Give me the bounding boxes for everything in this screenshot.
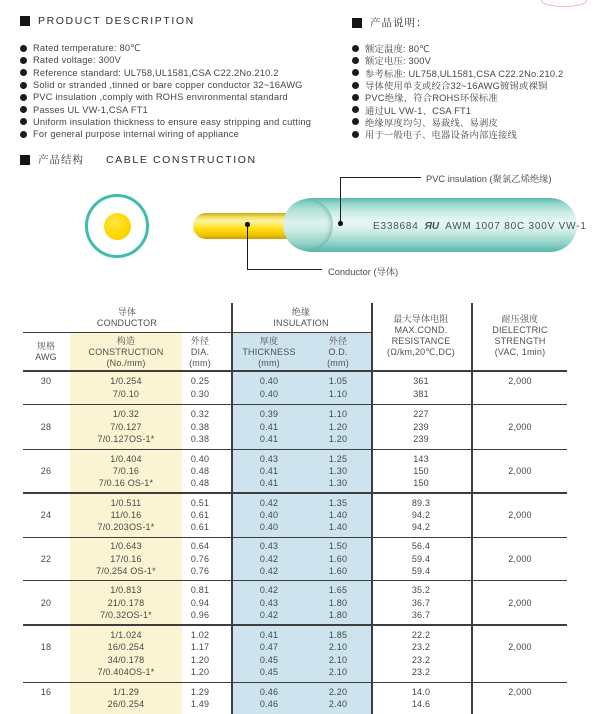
construction-header-unit: (No./mm) (106, 358, 146, 368)
table-row (23, 565, 567, 577)
resistance-value: 59.4 (411, 566, 431, 577)
od-value: 1.65 (328, 585, 348, 596)
bullet-text: 额定电压: 300V (365, 56, 432, 67)
dia-header (189, 336, 211, 369)
header-underline (23, 370, 567, 372)
thickness-value: 0.46 (259, 686, 279, 697)
cable-cross-section (85, 194, 149, 258)
product-description-list-zh (352, 42, 563, 140)
dia-header-unit: (mm) (189, 358, 211, 368)
bullet-text: 通过UL VW-1、CSA FT1 (365, 105, 472, 116)
awg-group-18 (23, 625, 567, 683)
bullet-icon (352, 118, 359, 125)
construction-value: 7/0.127 (110, 421, 142, 432)
dielectric-header-en1: DIELECTRIC (492, 325, 548, 335)
awg-group-20 (23, 581, 567, 626)
dia-value: 1.49 (190, 699, 210, 710)
description-item-zh (352, 91, 563, 103)
construction-value: 21/0.178 (107, 597, 145, 608)
awg-value: 20 (40, 597, 52, 608)
description-item-en (20, 79, 311, 91)
dia-value: 0.48 (190, 478, 210, 489)
od-value: 1.40 (328, 522, 348, 533)
od-value: 2.10 (328, 642, 348, 653)
thickness-value: 0.45 (259, 654, 279, 665)
bullet-icon (20, 69, 27, 76)
table-row (23, 597, 567, 609)
resistance-value: 36.7 (411, 597, 431, 608)
construction-value: 7/0.127OS-1* (97, 434, 155, 445)
od-value: 1.35 (328, 497, 348, 508)
construction-value: 1/0.643 (110, 541, 142, 552)
resistance-value: 150 (413, 466, 429, 477)
awg-header-zh: 规格 (36, 341, 56, 351)
bullet-text: Solid or stranded ,tinned or bare copper conductor 32~16AWG (33, 80, 303, 91)
dia-value: 0.96 (190, 609, 210, 620)
resistance-value: 23.2 (411, 642, 431, 653)
od-value: 1.80 (328, 597, 348, 608)
od-header (327, 336, 349, 369)
thickness-value: 0.43 (259, 453, 279, 464)
od-value: 1.60 (328, 553, 348, 564)
description-item-en (20, 103, 311, 115)
product-description-title-text: PRODUCT DESCRIPTION (38, 15, 195, 27)
description-item-zh (352, 128, 563, 140)
bullet-text: For general purpose internal wiring of appliance (33, 129, 239, 140)
table-row (23, 629, 567, 641)
resistance-value: 23.2 (411, 654, 431, 665)
dia-value: 1.29 (190, 686, 210, 697)
black-square-icon (352, 18, 362, 28)
od-value: 1.20 (328, 434, 348, 445)
thickness-value: 0.41 (259, 478, 279, 489)
description-item-en (20, 67, 311, 79)
table-row (23, 388, 567, 400)
cable-construction-title-en: CABLE CONSTRUCTION (106, 153, 257, 166)
dia-value: 0.51 (190, 497, 210, 508)
dia-value: 0.76 (190, 566, 210, 577)
construction-value: 16/0.254 (107, 642, 145, 653)
thickness-value: 0.47 (259, 642, 279, 653)
bullet-text: Rated voltage: 300V (33, 55, 122, 66)
table-row (23, 453, 567, 465)
resistance-value: 143 (413, 453, 429, 464)
od-header-zh: 外径 (328, 336, 348, 346)
table-row (23, 666, 567, 678)
leader-line (340, 177, 341, 223)
construction-value: 1/1.29 (112, 686, 140, 697)
awg-group-24 (23, 493, 567, 538)
construction-header (89, 336, 164, 369)
group-divider-line (23, 404, 567, 406)
bullet-text: 用于一般电子、电器设备内部连接线 (365, 130, 517, 141)
bullet-icon (352, 94, 359, 101)
description-item-en (20, 128, 311, 140)
awg-group-22 (23, 538, 567, 581)
resistance-header-unit: (Ω/km,20℃,DC) (387, 347, 455, 357)
dia-value: 0.25 (190, 376, 210, 387)
thickness-value: 0.40 (259, 376, 279, 387)
construction-value: 1/0.32 (112, 409, 140, 420)
dielectric-value: 2,000 (508, 466, 532, 477)
table-row (23, 509, 567, 521)
resistance-value: 94.2 (411, 510, 431, 521)
dielectric-header-unit: (VAC, 1min) (494, 347, 546, 357)
table-vertical-divider (471, 303, 473, 714)
bullet-icon (352, 57, 359, 64)
od-value: 2.40 (328, 699, 348, 710)
resistance-value: 239 (413, 434, 429, 445)
construction-value: 1/0.404 (110, 453, 142, 464)
conductor-label: Conductor (导体) (328, 267, 399, 277)
thickness-header-unit: (mm) (258, 358, 280, 368)
thickness-value: 0.41 (259, 434, 279, 445)
resistance-header-en2: RESISTANCE (391, 336, 451, 346)
table-row (23, 654, 567, 666)
dia-value: 0.61 (190, 510, 210, 521)
resistance-value: 150 (413, 478, 429, 489)
product-description-list-en (20, 42, 311, 140)
thickness-value: 0.43 (259, 597, 279, 608)
ul-recognized-mark-icon: ЯU (424, 221, 440, 232)
group-divider-line (23, 580, 567, 582)
product-description-title-zh (352, 15, 428, 30)
construction-value: 7/0.16 OS-1* (98, 478, 154, 489)
dielectric-value: 2,000 (508, 642, 532, 653)
bullet-icon (352, 45, 359, 52)
dielectric-value: 2,000 (508, 686, 532, 697)
insulation-header-en: INSULATION (273, 318, 329, 328)
dia-value: 0.48 (190, 466, 210, 477)
thickness-value: 0.42 (259, 585, 279, 596)
group-divider-line (23, 537, 567, 539)
od-value: 1.10 (328, 409, 348, 420)
awg-header (35, 341, 57, 363)
ul-file-number: E338684 (373, 221, 419, 232)
thickness-value: 0.41 (259, 466, 279, 477)
od-value: 2.10 (328, 654, 348, 665)
dia-value: 0.32 (190, 409, 210, 420)
bullet-icon (20, 94, 27, 101)
table-row (23, 421, 567, 433)
table-row (23, 698, 567, 710)
bullet-text: Reference standard: UL758,UL1581,CSA C22.2No.210.2 (33, 67, 279, 78)
od-value: 1.05 (328, 376, 348, 387)
black-square-icon (20, 16, 30, 26)
resistance-value: 22.2 (411, 629, 431, 640)
description-item-zh (352, 54, 563, 66)
construction-header-zh: 构造 (116, 336, 136, 346)
group-divider-line (23, 449, 567, 451)
dielectric-value: 2,000 (508, 421, 532, 432)
construction-value: 7/0.16 (112, 466, 140, 477)
awg-value: 18 (40, 642, 52, 653)
dia-value: 0.38 (190, 434, 210, 445)
table-row (23, 465, 567, 477)
bullet-icon (20, 106, 27, 113)
thickness-value: 0.41 (259, 421, 279, 432)
construction-value: 17/0.16 (110, 553, 142, 564)
table-row (23, 477, 567, 489)
od-value: 1.80 (328, 609, 348, 620)
table-row (23, 641, 567, 653)
resistance-header-zh: 最大导体电阻 (393, 314, 449, 324)
dia-value: 1.17 (190, 642, 210, 653)
pvc-insulation-label: PVC insulation (聚氯乙烯绝缘) (426, 174, 552, 184)
dia-value: 0.30 (190, 388, 210, 399)
thickness-value: 0.43 (259, 541, 279, 552)
resistance-value: 56.4 (411, 541, 431, 552)
bullet-icon (352, 82, 359, 89)
od-value: 1.85 (328, 629, 348, 640)
thickness-value: 0.42 (259, 566, 279, 577)
bullet-icon (20, 131, 27, 138)
leader-line (247, 269, 322, 270)
logo-arc-fragment (541, 0, 587, 7)
construction-value: 1/0.511 (110, 497, 142, 508)
dia-value: 0.61 (190, 522, 210, 533)
dia-header-zh: 外径 (190, 336, 210, 346)
awg-value: 26 (40, 466, 52, 477)
resistance-header (387, 314, 455, 358)
thickness-value: 0.45 (259, 667, 279, 678)
construction-value: 34/0.178 (107, 654, 145, 665)
group-header-underline (23, 332, 372, 333)
resistance-value: 361 (413, 376, 429, 387)
resistance-value: 239 (413, 421, 429, 432)
thickness-header-zh: 厚度 (259, 336, 279, 346)
description-item-en (20, 54, 311, 66)
resistance-value: 14.0 (411, 686, 431, 697)
black-square-icon (20, 155, 30, 165)
construction-value: 1/1.024 (110, 629, 142, 640)
awg-value: 22 (40, 553, 52, 564)
construction-value: 7/0.203OS-1* (97, 522, 155, 533)
dia-value: 0.94 (190, 597, 210, 608)
table-row (23, 609, 567, 621)
leader-dot (338, 221, 343, 226)
od-value: 2.20 (328, 686, 348, 697)
thickness-header-en: THICKNESS (242, 347, 296, 357)
group-divider-line (23, 624, 567, 626)
table-row (23, 686, 567, 698)
dia-value: 0.81 (190, 585, 210, 596)
bullet-text: Uniform insulation thickness to ensure easy stripping and cutting (33, 116, 312, 127)
description-item-zh (352, 103, 563, 115)
table-row (23, 521, 567, 533)
thickness-value: 0.41 (259, 629, 279, 640)
awg-value: 30 (40, 376, 52, 387)
awg-value: 16 (40, 686, 52, 697)
table-row (23, 540, 567, 552)
awg-value: 28 (40, 421, 52, 432)
bullet-text: PVC绝缘，符合ROHS环保标准 (365, 93, 498, 104)
resistance-value: 14.6 (411, 699, 431, 710)
product-description-title-zh-text: 产品说明： (370, 17, 428, 29)
conductor-group-header (97, 307, 157, 329)
cable-construction-title-zh: 产品结构 (38, 154, 84, 166)
od-header-en: O.D. (328, 347, 348, 357)
cable-end-cap (283, 199, 333, 251)
dia-value: 1.02 (190, 629, 210, 640)
bullet-icon (20, 57, 27, 64)
thickness-value: 0.40 (259, 510, 279, 521)
od-header-unit: (mm) (327, 358, 349, 368)
thickness-header (242, 336, 295, 369)
resistance-header-en1: MAX.COND. (394, 325, 448, 335)
bullet-icon (352, 69, 359, 76)
table-vertical-divider (371, 303, 373, 714)
dia-value: 1.20 (190, 654, 210, 665)
specification-table (23, 303, 567, 714)
od-value: 1.60 (328, 566, 348, 577)
cable-print-text (373, 221, 587, 232)
bullet-text: 额定温度: 80℃ (365, 44, 430, 55)
dielectric-value: 2,000 (508, 553, 532, 564)
cable-rating-text: AWM 1007 80C 300V VW-1 (445, 221, 587, 232)
awg-group-28 (23, 405, 567, 450)
dielectric-header-zh: 耐压强度 (501, 314, 539, 324)
resistance-value: 89.3 (411, 497, 431, 508)
construction-header-en: CONSTRUCTION (88, 347, 164, 357)
description-item-zh (352, 79, 563, 91)
thickness-value: 0.40 (259, 388, 279, 399)
dia-value: 0.38 (190, 421, 210, 432)
construction-value: 7/0.10 (112, 388, 140, 399)
construction-value: 26/0.254 (107, 699, 145, 710)
description-item-zh (352, 42, 563, 54)
dia-header-en: DIA. (190, 347, 210, 357)
construction-value: 1/0.254 (110, 376, 142, 387)
resistance-value: 94.2 (411, 522, 431, 533)
construction-value: 7/0.254 OS-1* (96, 566, 156, 577)
product-description-title (20, 15, 195, 27)
dielectric-header (492, 314, 548, 358)
bullet-text: 导体使用单支或绞合32~16AWG镀锡或裸铜 (365, 81, 548, 92)
description-item-en (20, 42, 311, 54)
thickness-value: 0.42 (259, 609, 279, 620)
thickness-value: 0.42 (259, 497, 279, 508)
bullet-text: Passes UL VW-1,CSA FT1 (33, 104, 148, 115)
thickness-value: 0.42 (259, 553, 279, 564)
dia-value: 0.64 (190, 541, 210, 552)
resistance-value: 35.2 (411, 585, 431, 596)
table-row (23, 433, 567, 445)
resistance-value: 227 (413, 409, 429, 420)
dielectric-value: 2,000 (508, 510, 532, 521)
dia-value: 1.20 (190, 667, 210, 678)
od-value: 1.30 (328, 478, 348, 489)
bullet-icon (20, 82, 27, 89)
table-vertical-divider (231, 303, 233, 714)
resistance-value: 36.7 (411, 609, 431, 620)
bullet-icon (20, 45, 27, 52)
table-row (23, 408, 567, 420)
dia-value: 0.40 (190, 453, 210, 464)
leader-line (247, 225, 248, 270)
bullet-text: 参考标准: UL758,UL1581,CSA C22.2No.210.2 (365, 68, 564, 79)
description-item-en (20, 116, 311, 128)
group-divider-line (23, 492, 567, 494)
od-value: 1.40 (328, 510, 348, 521)
awg-value: 24 (40, 510, 52, 521)
bullet-icon (352, 131, 359, 138)
dielectric-value: 2,000 (508, 376, 532, 387)
insulation-group-header (273, 307, 328, 329)
resistance-value: 59.4 (411, 553, 431, 564)
awg-group-16 (23, 683, 567, 714)
od-value: 1.25 (328, 453, 348, 464)
dielectric-value: 2,000 (508, 597, 532, 608)
bullet-icon (20, 118, 27, 125)
awg-group-30 (23, 371, 567, 405)
resistance-value: 381 (413, 388, 429, 399)
awg-header-en: AWG (35, 352, 57, 362)
od-value: 2.10 (328, 667, 348, 678)
conductor-header-en: CONDUCTOR (96, 318, 158, 328)
leader-line (340, 177, 421, 178)
thickness-value: 0.39 (259, 409, 279, 420)
bullet-icon (352, 106, 359, 113)
conductor-header-zh: 导体 (117, 307, 137, 317)
od-value: 1.50 (328, 541, 348, 552)
table-row (23, 375, 567, 387)
table-row (23, 584, 567, 596)
bullet-text: PVC insulation ,comply with ROHS environmental standard (33, 92, 288, 103)
dielectric-header-en2: STRENGTH (494, 336, 546, 346)
insulation-header-zh: 绝缘 (291, 307, 311, 317)
table-row (23, 497, 567, 509)
group-divider-line (23, 682, 567, 684)
construction-value: 1/0.813 (110, 585, 142, 596)
leader-dot (245, 222, 250, 227)
description-item-en (20, 91, 311, 103)
description-item-zh (352, 67, 563, 79)
construction-value: 7/0.404OS-1* (97, 667, 155, 678)
resistance-value: 23.2 (411, 667, 431, 678)
description-item-zh (352, 116, 563, 128)
thickness-value: 0.40 (259, 522, 279, 533)
construction-value: 11/0.16 (110, 510, 142, 521)
dia-value: 0.76 (190, 553, 210, 564)
conductor-cross-section (104, 213, 131, 240)
thickness-value: 0.46 (259, 699, 279, 710)
od-value: 1.20 (328, 421, 348, 432)
od-value: 1.30 (328, 466, 348, 477)
construction-value: 7/0.32OS-1* (100, 609, 152, 620)
bullet-text: Rated temperature: 80℃ (33, 42, 141, 53)
cable-construction-title (20, 152, 257, 167)
bullet-text: 绝缘厚度均匀、易裁线、易剥皮 (365, 117, 498, 128)
awg-group-26 (23, 450, 567, 494)
od-value: 1.10 (328, 388, 348, 399)
table-row (23, 553, 567, 565)
